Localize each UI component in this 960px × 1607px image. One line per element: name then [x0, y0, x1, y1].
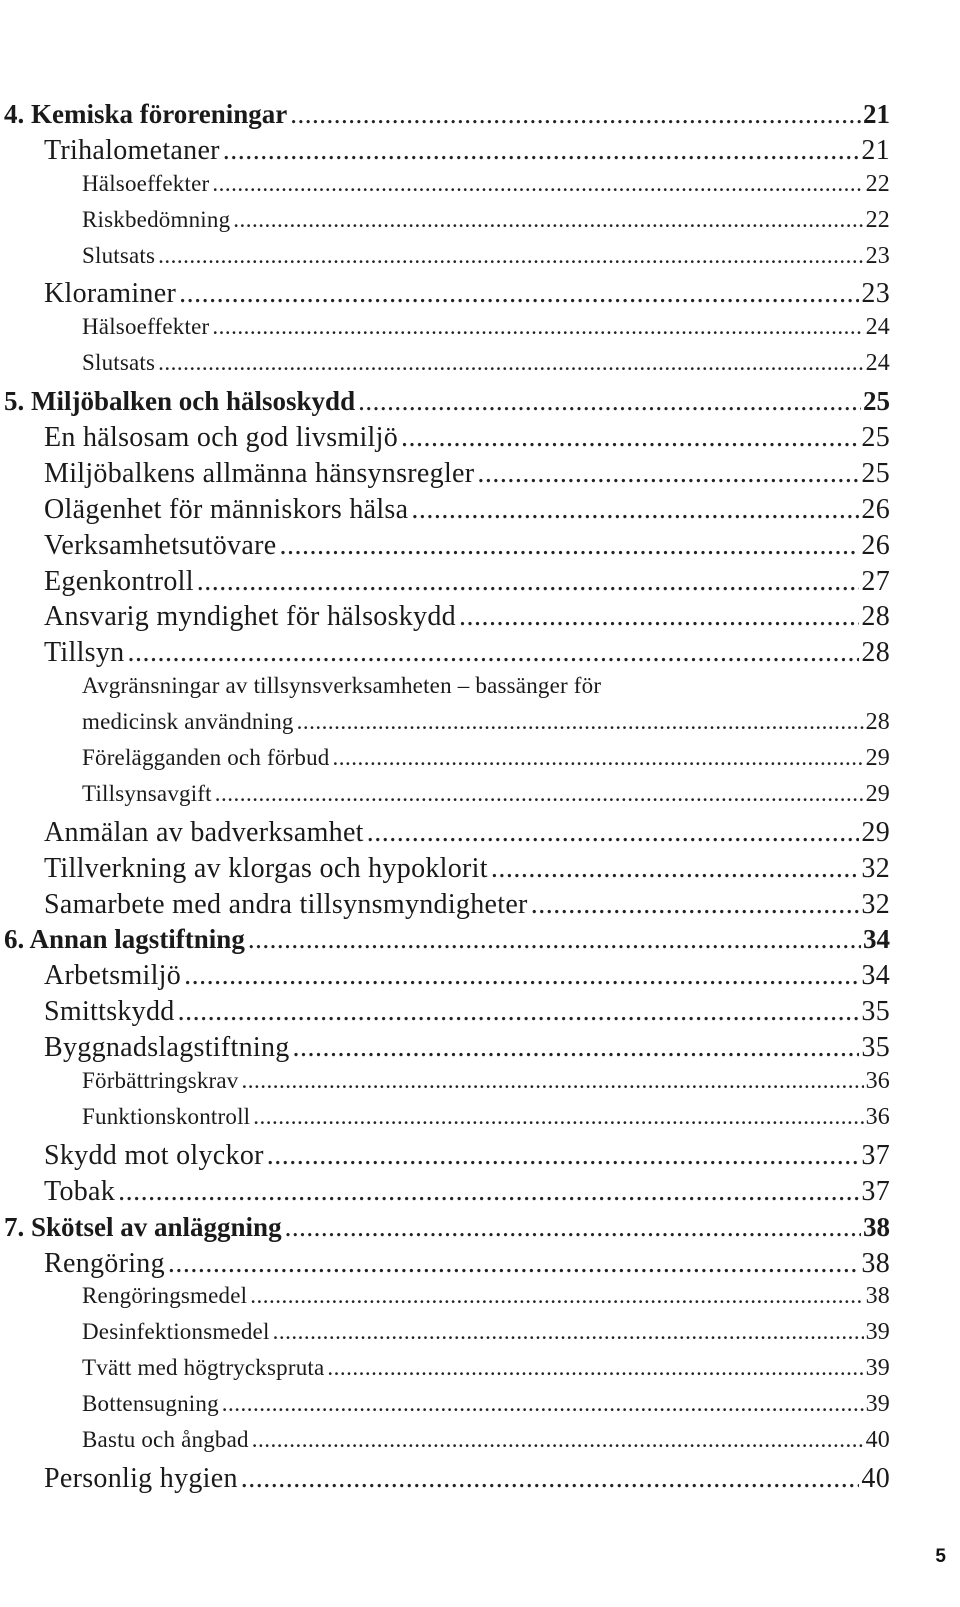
- toc-entry[interactable]: [4, 960, 890, 996]
- toc-entry-label: Rengöring: [44, 1247, 165, 1279]
- toc-entry-label: Bottensugning: [82, 1391, 219, 1417]
- toc-entry[interactable]: [4, 458, 890, 494]
- dot-leader: [491, 853, 860, 885]
- toc-entry[interactable]: [4, 350, 890, 386]
- toc-entry[interactable]: [4, 924, 890, 960]
- toc-entry-label: Bastu och ångbad: [82, 1426, 249, 1452]
- toc-entry-page: 21: [863, 99, 890, 129]
- toc-entry-page: 29: [861, 816, 890, 848]
- toc-entry-page: 36: [865, 1103, 890, 1130]
- toc-entry[interactable]: [4, 566, 890, 602]
- dot-leader: [273, 1319, 864, 1345]
- dot-leader: [285, 1212, 861, 1243]
- toc-entry-label: Desinfektionsmedel: [82, 1319, 270, 1345]
- toc-entry[interactable]: [4, 530, 890, 566]
- toc-entry-page: 36: [865, 1068, 890, 1095]
- toc-entry-label: 5. Miljöbalken och hälsoskydd: [4, 386, 356, 417]
- dot-leader: [250, 1283, 863, 1309]
- toc-entry-page: 26: [861, 493, 890, 525]
- toc-entry-label: Slutsats: [82, 242, 156, 268]
- toc-entry-label: Tobak: [44, 1175, 116, 1207]
- dot-leader: [179, 278, 859, 310]
- dot-leader: [118, 1176, 859, 1208]
- toc-entry-page: 37: [861, 1139, 890, 1171]
- dot-leader: [248, 924, 861, 955]
- toc-entry[interactable]: [4, 314, 890, 350]
- dot-leader: [253, 1104, 863, 1130]
- toc-entry-page: 34: [861, 960, 890, 992]
- toc-entry-label: Förelägganden och förbud: [82, 745, 330, 771]
- toc-entry-page: 25: [861, 422, 890, 454]
- toc-entry-page: 40: [865, 1426, 890, 1453]
- toc-entry[interactable]: [4, 1355, 890, 1391]
- dot-leader: [168, 1248, 859, 1280]
- toc-entry[interactable]: [4, 853, 890, 889]
- toc-entry-page: 26: [861, 529, 890, 561]
- toc-entry[interactable]: [4, 1032, 890, 1068]
- toc-entry[interactable]: [4, 996, 890, 1032]
- dot-leader: [367, 817, 860, 849]
- dot-leader: [242, 1068, 864, 1094]
- toc-entry-label: Miljöbalkens allmänna hänsynsregler: [44, 457, 475, 489]
- dot-leader: [127, 637, 859, 669]
- dot-leader: [358, 386, 861, 417]
- toc-entry-page: 40: [861, 1462, 890, 1494]
- toc-entry-page: 39: [865, 1319, 890, 1346]
- dot-leader: [477, 458, 859, 490]
- dot-leader: [401, 422, 859, 454]
- toc-entry[interactable]: [4, 673, 890, 709]
- toc-entry-label: Arbetsmiljö: [44, 960, 182, 992]
- page-number: 5: [935, 1546, 946, 1567]
- toc-entry-label: Verksamhetsutövare: [44, 529, 277, 561]
- dot-leader: [411, 494, 859, 526]
- toc-entry-label: Olägenhet för människors hälsa: [44, 493, 409, 525]
- dot-leader: [297, 709, 864, 735]
- toc-entry-page: 35: [861, 996, 890, 1028]
- dot-leader: [233, 207, 863, 233]
- dot-leader: [279, 530, 859, 562]
- toc-entry-page: 28: [861, 601, 890, 633]
- toc-entry-label: Egenkontroll: [44, 565, 194, 597]
- toc-entry[interactable]: [4, 1068, 890, 1104]
- dot-leader: [158, 243, 863, 269]
- dot-leader: [459, 601, 859, 633]
- toc-entry[interactable]: [4, 1463, 890, 1499]
- toc-entry-page: 22: [865, 206, 890, 233]
- toc-entry[interactable]: [4, 745, 890, 781]
- toc-entry-page: 32: [861, 852, 890, 884]
- toc-entry-page: 38: [863, 1211, 890, 1242]
- toc-entry[interactable]: [4, 1319, 890, 1355]
- toc-entry-label: Byggnadslagstiftning: [44, 1032, 290, 1064]
- toc-entry[interactable]: [4, 1212, 890, 1248]
- toc-entry-page: 27: [861, 565, 890, 597]
- dot-leader: [290, 99, 861, 130]
- toc-entry-page: 28: [865, 709, 890, 736]
- toc-entry-label: Personlig hygien: [44, 1462, 238, 1494]
- toc-entry-label: Förbättringskrav: [82, 1068, 239, 1094]
- toc-entry-page: 29: [865, 745, 890, 772]
- toc-entry-page: 23: [861, 278, 890, 310]
- toc-entry-page: 29: [865, 780, 890, 807]
- table-of-contents: [4, 99, 890, 1499]
- toc-entry-page: 22: [865, 170, 890, 197]
- toc-entry[interactable]: [4, 135, 890, 171]
- dot-leader: [197, 566, 860, 598]
- toc-entry-label: Hälsoeffekter: [82, 314, 210, 340]
- toc-entry[interactable]: [4, 422, 890, 458]
- toc-entry[interactable]: [4, 243, 890, 279]
- toc-entry-page: 37: [861, 1175, 890, 1207]
- toc-entry[interactable]: [4, 817, 890, 853]
- toc-entry[interactable]: [4, 278, 890, 314]
- toc-entry-page: 25: [863, 386, 890, 417]
- dot-leader: [252, 1427, 864, 1453]
- toc-entry[interactable]: [4, 781, 890, 817]
- toc-entry[interactable]: [4, 1104, 890, 1140]
- toc-entry[interactable]: [4, 709, 890, 745]
- toc-entry-label: Slutsats: [82, 350, 156, 376]
- toc-entry-label: Hälsoeffekter: [82, 170, 210, 196]
- toc-entry-label: Smittskydd: [44, 996, 175, 1028]
- toc-entry-page: 25: [861, 457, 890, 489]
- toc-entry[interactable]: [4, 637, 890, 673]
- toc-entry-label: medicinsk användning: [82, 709, 294, 735]
- dot-leader: [531, 889, 860, 921]
- toc-entry-label: Tillsynsavgift: [82, 780, 212, 806]
- toc-entry[interactable]: [4, 1283, 890, 1319]
- toc-entry-page: 34: [863, 924, 890, 955]
- toc-entry-label: 7. Skötsel av anläggning: [4, 1211, 282, 1242]
- toc-entry-label: Kloraminer: [44, 278, 177, 310]
- toc-entry[interactable]: [4, 1140, 890, 1176]
- toc-entry-page: 24: [865, 314, 890, 341]
- toc-entry-label: Riskbedömning: [82, 206, 231, 232]
- toc-entry-page: 35: [861, 1032, 890, 1064]
- toc-entry[interactable]: [4, 1391, 890, 1427]
- toc-entry-label: Avgränsningar av tillsynsverksamheten – bassänger för: [82, 673, 602, 699]
- toc-entry[interactable]: [4, 386, 890, 422]
- toc-entry-label: Funktionskontroll: [82, 1103, 251, 1129]
- toc-entry[interactable]: [4, 1427, 890, 1463]
- toc-entry-page: 23: [865, 242, 890, 269]
- dot-leader: [178, 996, 860, 1028]
- toc-entry[interactable]: [4, 494, 890, 530]
- toc-entry-label: Tvätt med högtryckspruta: [82, 1355, 325, 1381]
- toc-entry[interactable]: [4, 1176, 890, 1212]
- toc-entry-label: Tillverkning av klorgas och hypoklorit: [44, 852, 488, 884]
- toc-entry-label: Tillsyn: [44, 637, 125, 669]
- dot-leader: [212, 314, 863, 340]
- dot-leader: [184, 960, 859, 992]
- toc-entry-label: Samarbete med andra tillsynsmyndigheter: [44, 888, 528, 920]
- toc-entry[interactable]: [4, 207, 890, 243]
- toc-entry-page: 38: [861, 1247, 890, 1279]
- toc-entry[interactable]: [4, 889, 890, 925]
- toc-entry-label: Anmälan av badverksamhet: [44, 816, 364, 848]
- toc-entry-page: 21: [861, 134, 890, 166]
- dot-leader: [293, 1032, 860, 1064]
- dot-leader: [327, 1355, 863, 1381]
- toc-entry-page: 39: [865, 1355, 890, 1382]
- toc-entry-label: 4. Kemiska föroreningar: [4, 99, 288, 129]
- toc-entry[interactable]: [4, 171, 890, 207]
- toc-entry[interactable]: [4, 601, 890, 637]
- toc-entry-page: 28: [861, 637, 890, 669]
- toc-entry[interactable]: [4, 1248, 890, 1284]
- dot-leader: [222, 1391, 864, 1417]
- dot-leader: [223, 135, 860, 167]
- toc-entry-page: 32: [861, 888, 890, 920]
- dot-leader: [212, 171, 863, 197]
- dot-leader: [241, 1463, 860, 1495]
- toc-entry-label: Ansvarig myndighet för hälsoskydd: [44, 601, 456, 633]
- toc-entry-page: 24: [865, 350, 890, 377]
- toc-entry-label: Trihalometaner: [44, 134, 220, 166]
- toc-entry-label: 6. Annan lagstiftning: [4, 924, 245, 955]
- dot-leader: [333, 745, 864, 771]
- dot-leader: [267, 1140, 860, 1172]
- toc-entry-page: 38: [865, 1283, 890, 1310]
- toc-entry-label: Skydd mot olyckor: [44, 1139, 264, 1171]
- dot-leader: [215, 781, 864, 807]
- toc-entry-label: En hälsosam och god livsmiljö: [44, 422, 399, 454]
- toc-entry-page: 39: [865, 1391, 890, 1418]
- dot-leader: [158, 350, 863, 376]
- toc-entry-label: Rengöringsmedel: [82, 1283, 248, 1309]
- toc-entry[interactable]: [4, 99, 890, 135]
